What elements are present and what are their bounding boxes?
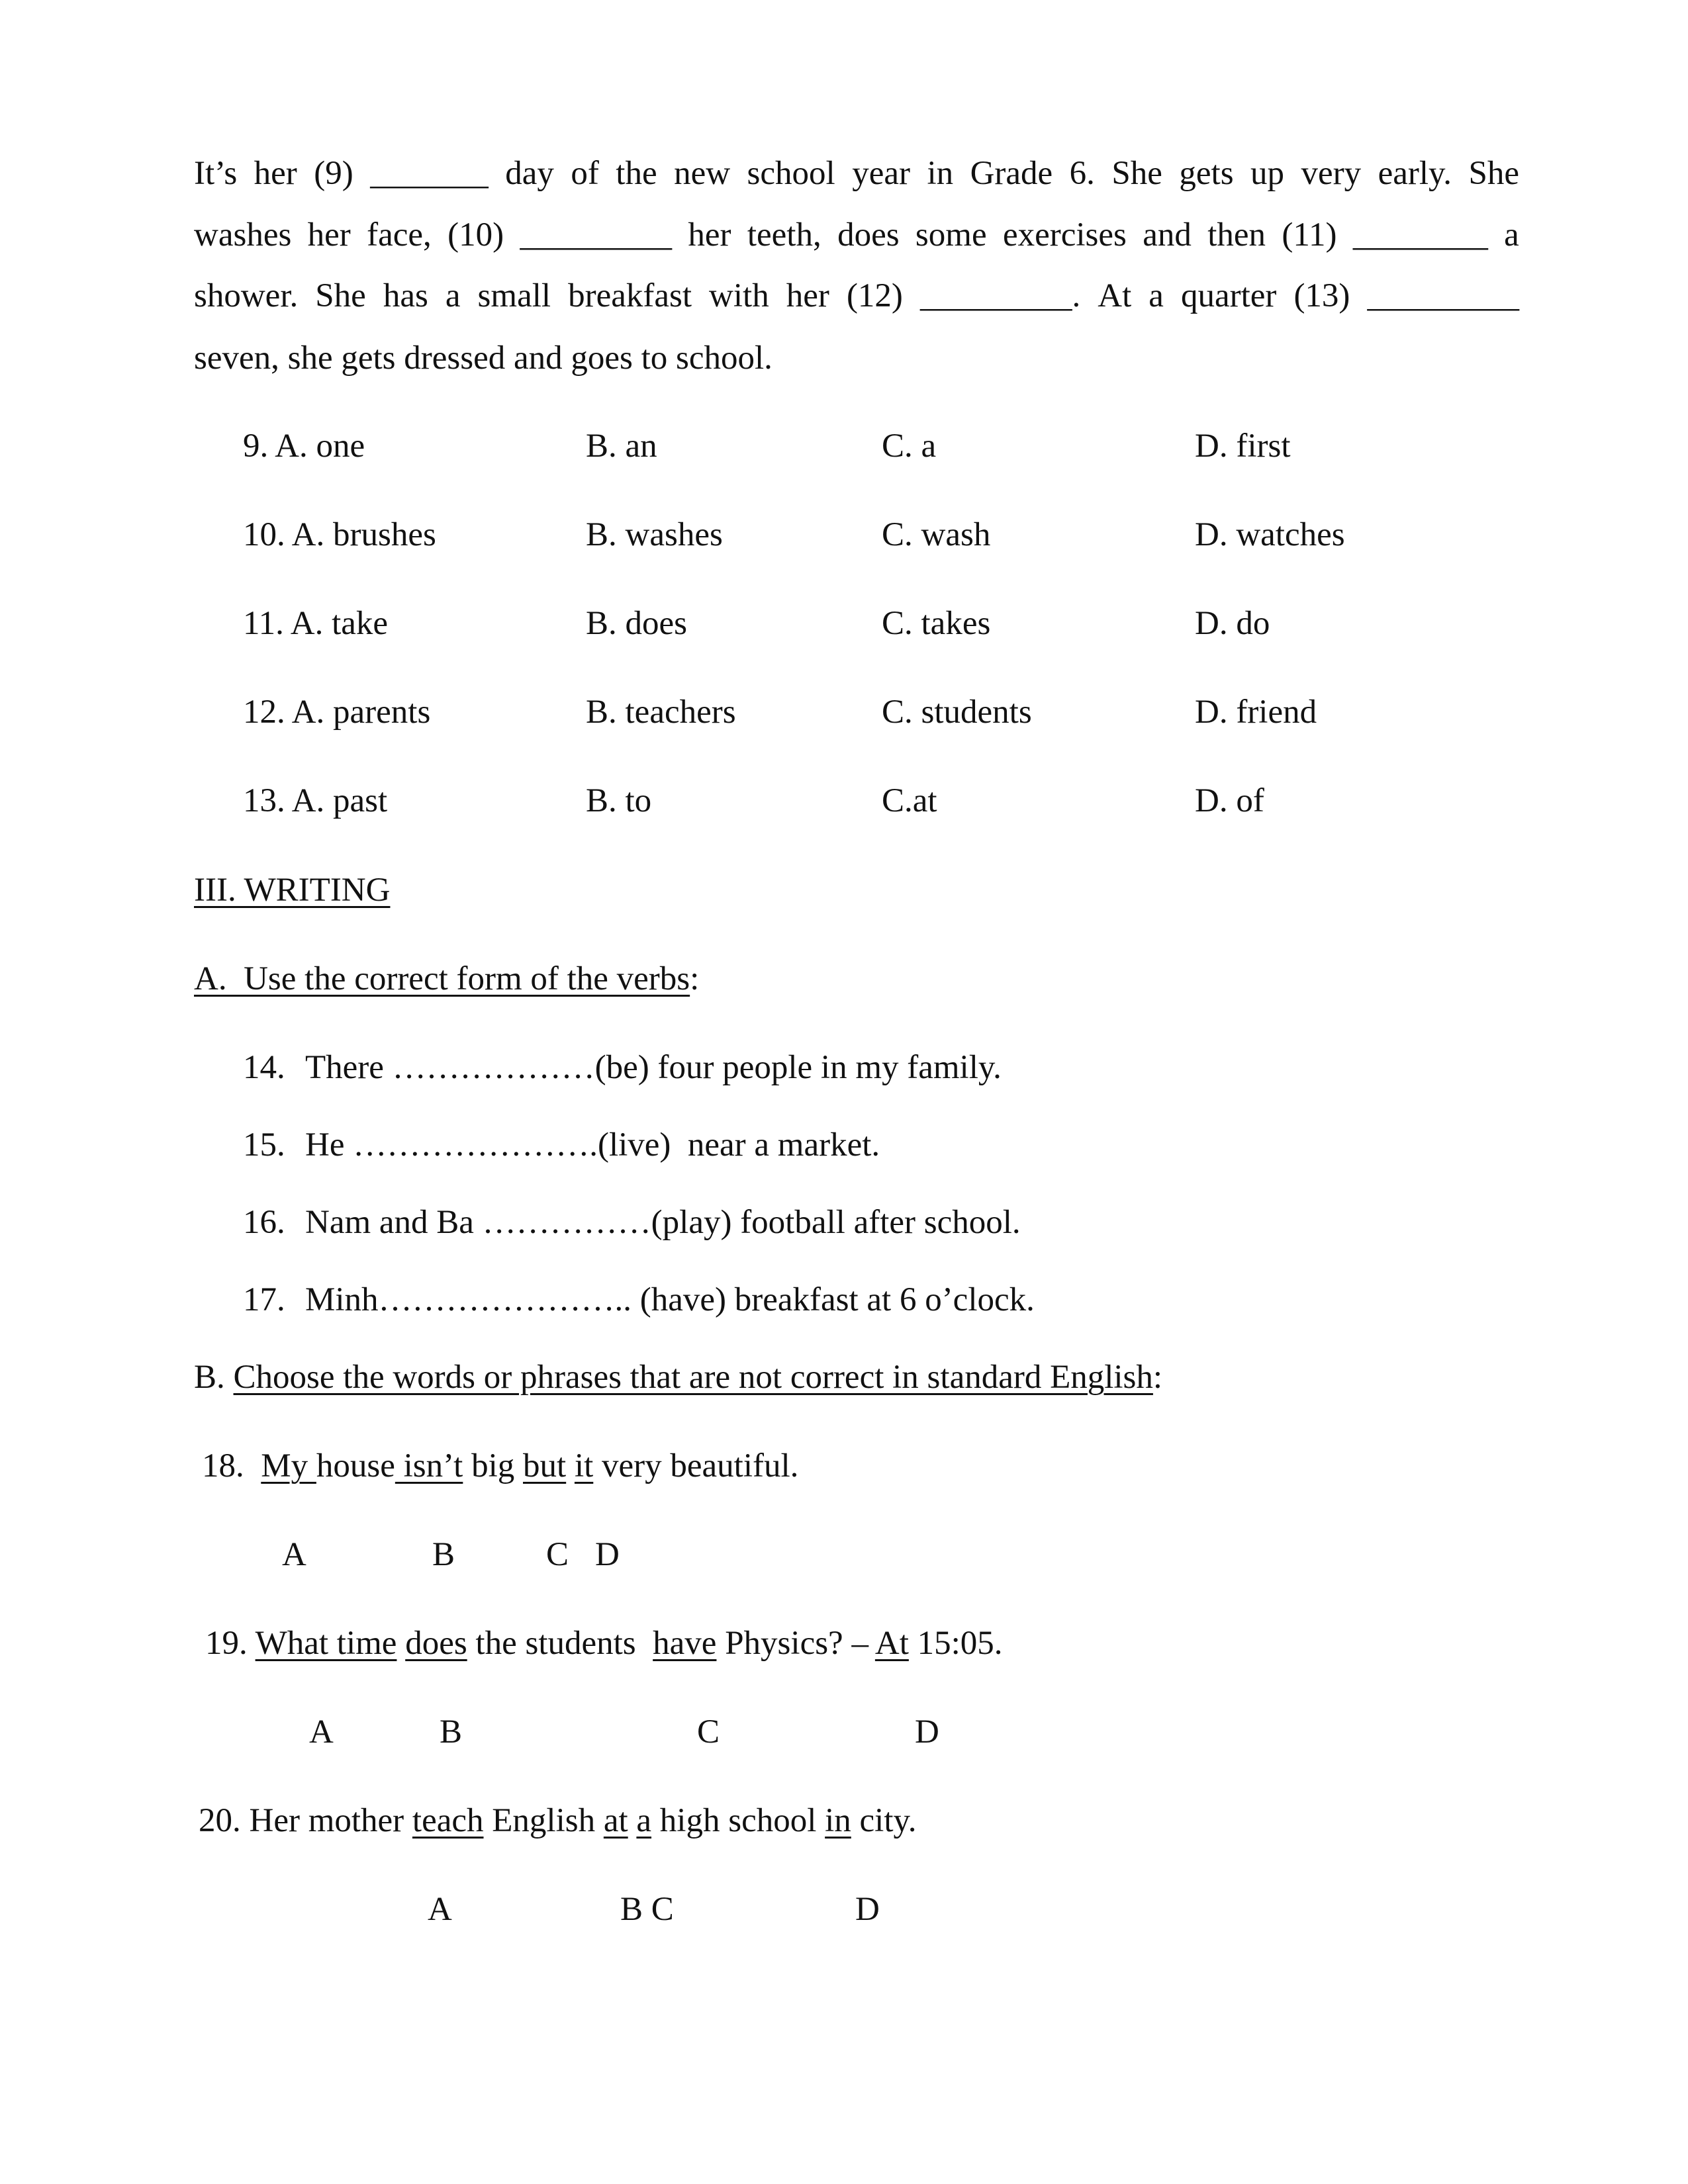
- passage-word: gets: [1179, 155, 1234, 192]
- passage-word: school: [747, 155, 835, 192]
- passage-word: It’s: [194, 155, 238, 192]
- passage-word: of: [571, 155, 599, 192]
- sentence-text: the students: [467, 1625, 653, 1662]
- passage-word: quarter: [1180, 277, 1277, 314]
- passage-word: (11): [1282, 216, 1337, 253]
- passage-word: does: [837, 216, 900, 253]
- option-d[interactable]: D. watches: [1195, 516, 1345, 553]
- underlined-part-d[interactable]: in: [825, 1802, 851, 1839]
- sentence-text: city.: [851, 1802, 917, 1839]
- verb-item-number: 17.: [243, 1281, 285, 1318]
- answer-letter-d[interactable]: D: [595, 1536, 620, 1573]
- underlined-part-a[interactable]: What time: [255, 1625, 397, 1662]
- underlined-part-c[interactable]: but: [523, 1447, 567, 1484]
- passage-word: day: [505, 155, 554, 192]
- part-b-prefix: B.: [194, 1359, 234, 1396]
- passage-word: _______: [370, 155, 489, 192]
- passage-word: (12): [846, 277, 903, 314]
- passage-word: (9): [314, 155, 353, 192]
- passage-word: a: [1504, 216, 1519, 253]
- passage-word: teeth,: [747, 216, 821, 253]
- part-a-colon: :: [690, 960, 700, 997]
- sentence-text: [397, 1625, 405, 1662]
- verb-item-number: 16.: [243, 1204, 285, 1241]
- passage-word: exercises: [1002, 216, 1127, 253]
- passage-word: a: [1149, 277, 1164, 314]
- option-b[interactable]: B. an: [586, 428, 657, 465]
- sentence-text: English: [483, 1802, 604, 1839]
- passage-word: and: [1143, 216, 1192, 253]
- option-c[interactable]: C. students: [882, 694, 1032, 731]
- section-heading-writing: III. WRITING: [194, 872, 391, 909]
- answer-letter-b[interactable]: B: [440, 1713, 463, 1751]
- answer-letter-c[interactable]: C: [546, 1536, 569, 1573]
- error-question-19: [205, 1627, 1003, 1661]
- question-number: 18.: [202, 1447, 261, 1484]
- passage-word: has: [383, 277, 428, 314]
- passage-word: her: [688, 216, 731, 253]
- sentence-text: Physics? –: [716, 1625, 875, 1662]
- answer-letter-a[interactable]: A: [309, 1713, 334, 1751]
- passage-word: _________: [1367, 277, 1519, 314]
- sentence-text: [628, 1802, 637, 1839]
- passage-line-1: [194, 157, 1519, 191]
- underlined-part-b[interactable]: at: [603, 1802, 628, 1839]
- passage-word: year: [852, 155, 910, 192]
- underlined-part-a[interactable]: teach: [412, 1802, 484, 1839]
- answer-letter-c[interactable]: C: [697, 1713, 720, 1751]
- passage-word: the: [616, 155, 657, 192]
- option-d[interactable]: D. do: [1195, 605, 1270, 642]
- option-d[interactable]: D. of: [1195, 782, 1264, 819]
- passage-line-3: [194, 279, 1519, 313]
- passage-word: very: [1301, 155, 1362, 192]
- passage-word: She: [315, 277, 366, 314]
- passage-word: in: [927, 155, 954, 192]
- passage-word: Grade: [970, 155, 1053, 192]
- part-a-label: A. Use the correct form of the verbs: [194, 960, 690, 997]
- verb-item-number: 14.: [243, 1049, 285, 1086]
- answer-letter-a[interactable]: A: [282, 1536, 306, 1573]
- passage-word: 6.: [1069, 155, 1095, 192]
- verb-item-text: Nam and Ba ……………(play) football after school.: [305, 1204, 1021, 1241]
- part-a-heading: [194, 962, 699, 996]
- sentence-text: house: [316, 1447, 395, 1484]
- verb-item-number: 15.: [243, 1126, 285, 1163]
- passage-word: small: [477, 277, 551, 314]
- option-d[interactable]: D. first: [1195, 428, 1291, 465]
- option-a[interactable]: 13. A. past: [243, 782, 388, 819]
- option-a[interactable]: 11. A. take: [243, 605, 389, 642]
- passage-word: new: [674, 155, 731, 192]
- verb-item-text: Minh………………….. (have) breakfast at 6 o’clock.: [305, 1281, 1035, 1318]
- passage-word: her: [254, 155, 297, 192]
- underlined-part-d[interactable]: it: [574, 1447, 594, 1484]
- answer-letter-bc[interactable]: B C: [620, 1891, 674, 1928]
- answer-letter-a[interactable]: A: [428, 1891, 452, 1928]
- passage-word: with: [709, 277, 769, 314]
- sentence-text: 20. Her mother: [199, 1802, 412, 1839]
- option-b[interactable]: B. teachers: [586, 694, 736, 731]
- sentence-text: very beautiful.: [593, 1447, 799, 1484]
- passage-word: ________: [1352, 216, 1488, 253]
- passage-word: up: [1250, 155, 1285, 192]
- part-b-colon: :: [1152, 1359, 1163, 1396]
- option-c[interactable]: C.at: [882, 782, 937, 819]
- passage-word: her: [307, 216, 351, 253]
- underlined-part-a[interactable]: My: [261, 1447, 316, 1484]
- verb-item-text: There ………………(be) four people in my family.: [305, 1049, 1002, 1086]
- sentence-text: high school: [651, 1802, 825, 1839]
- passage-word: her: [786, 277, 829, 314]
- passage-word: breakfast: [568, 277, 692, 314]
- sentence-text: 15:05.: [908, 1625, 1003, 1662]
- sentence-text: [566, 1447, 575, 1484]
- passage-word: shower.: [194, 277, 299, 314]
- answer-letter-d[interactable]: D: [855, 1891, 880, 1928]
- option-b[interactable]: B. does: [586, 605, 687, 642]
- passage-word: face,: [367, 216, 432, 253]
- passage-word: _________.: [919, 277, 1081, 314]
- underlined-part-c[interactable]: have: [653, 1625, 717, 1662]
- passage-word: some: [915, 216, 987, 253]
- underlined-part-b[interactable]: does: [405, 1625, 467, 1662]
- option-d[interactable]: D. friend: [1195, 694, 1317, 731]
- option-c[interactable]: C. wash: [882, 516, 991, 553]
- error-question-20: [199, 1804, 916, 1838]
- option-c[interactable]: C. takes: [882, 605, 991, 642]
- passage-word: She: [1468, 155, 1519, 192]
- underlined-part-c[interactable]: a: [636, 1802, 652, 1839]
- option-c[interactable]: C. a: [882, 428, 937, 465]
- part-b-heading: [194, 1361, 1162, 1394]
- option-a[interactable]: 9. A. one: [243, 428, 365, 465]
- error-question-18: [202, 1449, 798, 1483]
- passage-word: washes: [194, 216, 292, 253]
- option-b[interactable]: B. to: [586, 782, 652, 819]
- passage-word: (10): [447, 216, 504, 253]
- part-b-label: Choose the words or phrases that are not correct in standard English: [233, 1359, 1153, 1396]
- passage-word: a: [445, 277, 461, 314]
- answer-letter-d[interactable]: D: [915, 1713, 939, 1751]
- passage-word: then: [1207, 216, 1266, 253]
- option-b[interactable]: B. washes: [586, 516, 723, 553]
- passage-word: At: [1098, 277, 1132, 314]
- option-a[interactable]: 12. A. parents: [243, 694, 431, 731]
- option-a[interactable]: 10. A. brushes: [243, 516, 436, 553]
- underlined-part-b[interactable]: isn’t: [395, 1447, 463, 1484]
- passage-word: (13): [1293, 277, 1350, 314]
- verb-item-text: He ………………….(live) near a market.: [305, 1126, 880, 1163]
- underlined-part-d[interactable]: At: [874, 1625, 909, 1662]
- passage-word: She: [1111, 155, 1162, 192]
- passage-word: early.: [1378, 155, 1452, 192]
- question-number: 19.: [205, 1625, 256, 1662]
- passage-word: _________: [520, 216, 672, 253]
- answer-letter-b[interactable]: B: [432, 1536, 455, 1573]
- passage-line-4: seven, she gets dressed and goes to school.: [194, 340, 773, 377]
- passage-line-2: [194, 218, 1519, 252]
- sentence-text: big: [463, 1447, 524, 1484]
